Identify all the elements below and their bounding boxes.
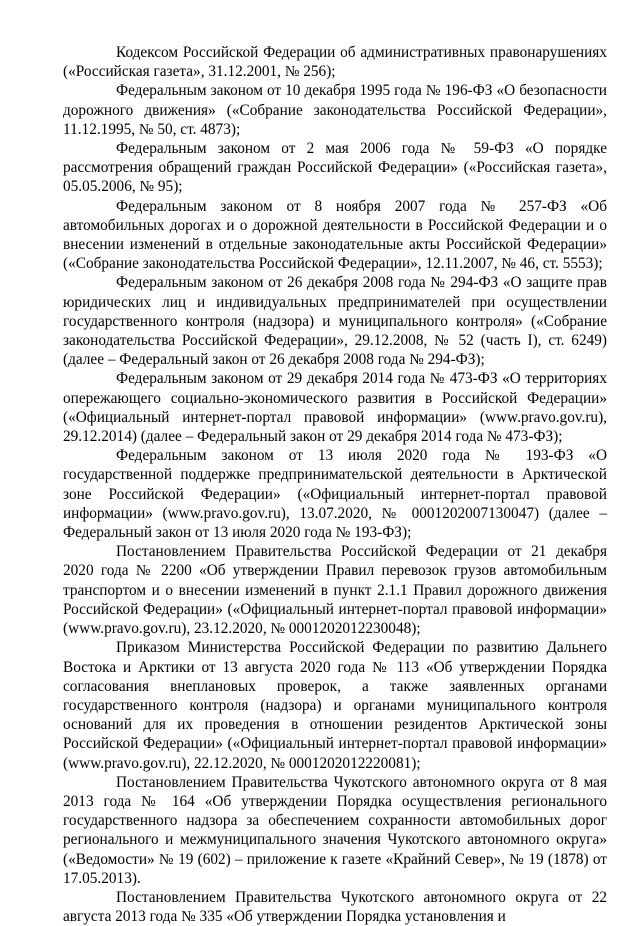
paragraph-law-257-fz: Федеральным законом от 8 ноября 2007 года № 257-ФЗ «Об автомобильных дорогах и о дорожной деятельности в Российской Федерации и о внесении изменений в отдельные законодательные акты Российской Федерации» («Собрание законодательства Российской Федерации», 12.11.2007, № 46, ст. 5553); xyxy=(63,197,607,273)
paragraph-administrative-code: Кодексом Российской Федерации об административных правонарушениях («Российская газета», 31.12.2001, № 256); xyxy=(63,44,607,81)
paragraph-resolution-164: Постановлением Правительства Чукотского автономного округа от 8 мая 2013 года № 164 «Об утверждении Порядка осуществления регионального государственного надзора за обеспечением сохранности автомобильных дорог регионального и межмуниципального значения Чукотского автономного округа» («Ведомости» № 19 (602) – приложение к газете «Крайний Север», № 19 (1878) от 17.05.2013). xyxy=(63,773,607,887)
paragraph-law-196-fz: Федеральным законом от 10 декабря 1995 года № 196-ФЗ «О безопасности дорожного движения» («Собрание законодательства Российской Федерации», 11.12.1995, № 50, ст. 4873); xyxy=(63,82,607,138)
paragraph-law-59-fz: Федеральным законом от 2 мая 2006 года № 59-ФЗ «О порядке рассмотрения обращений граждан Российской Федерации» («Российская газета», 05.05.2006, № 95); xyxy=(63,140,607,196)
paragraph-resolution-2200: Постановлением Правительства Российской Федерации от 21 декабря 2020 года № 2200 «Об утверждении Правил перевозок грузов автомобильным транспортом и о внесении изменений в пункт 2.1.1 Правил дорожного движения Российской Федерации» («Официальный интернет-портал правовой информации» (www.pravo.gov.ru), 23.12.2020, № 0001202012230048); xyxy=(63,543,607,638)
paragraph-law-193-fz: Федеральным законом от 13 июля 2020 года № 193-ФЗ «О государственной поддержке предпринимательской деятельности в Арктической зоне Российской Федерации» («Официальный интернет-портал правовой информации» (www.pravo.gov.ru), 13.07.2020, № 0001202007130047) (далее – Федеральный закон от 13 июля 2020 года № 193-ФЗ); xyxy=(63,447,607,542)
paragraph-law-473-fz: Федеральным законом от 29 декабря 2014 года № 473-ФЗ «О территориях опережающего социально-экономического развития в Российской Федерации» («Официальный интернет-портал правовой информации» (www.pravo.gov.ru), 29.12.2014) (далее – Федеральный закон от 29 декабря 2014 года № 473-ФЗ); xyxy=(63,370,607,446)
paragraph-law-294-fz: Федеральным законом от 26 декабря 2008 года № 294-ФЗ «О защите прав юридических лиц и индивидуальных предпринимателей при осуществлении государственного контроля (надзора) и муниципального контроля» («Собрание законодательства Российской Федерации», 29.12.2008, № 52 (часть I), ст. 6249) (далее – Федеральный закон от 26 декабря 2008 года № 294-ФЗ); xyxy=(63,274,607,369)
document-page xyxy=(63,43,607,926)
paragraph-order-113: Приказом Министерства Российской Федерации по развитию Дальнего Востока и Арктики от 13 августа 2020 года № 113 «Об утверждении Порядка согласования внеплановых проверок, а также заявленных органами государственного контроля (надзора) и органами муниципального контроля оснований для их проведения в отношении резидентов Арктической зоны Российской Федерации» («Официальный интернет-портал правовой информации» (www.pravo.gov.ru), 22.12.2020, № 0001202012220081); xyxy=(63,639,607,772)
paragraph-resolution-335: Постановлением Правительства Чукотского автономного округа от 22 августа 2013 года № 335 «Об утверждении Порядка установления и xyxy=(63,888,607,926)
